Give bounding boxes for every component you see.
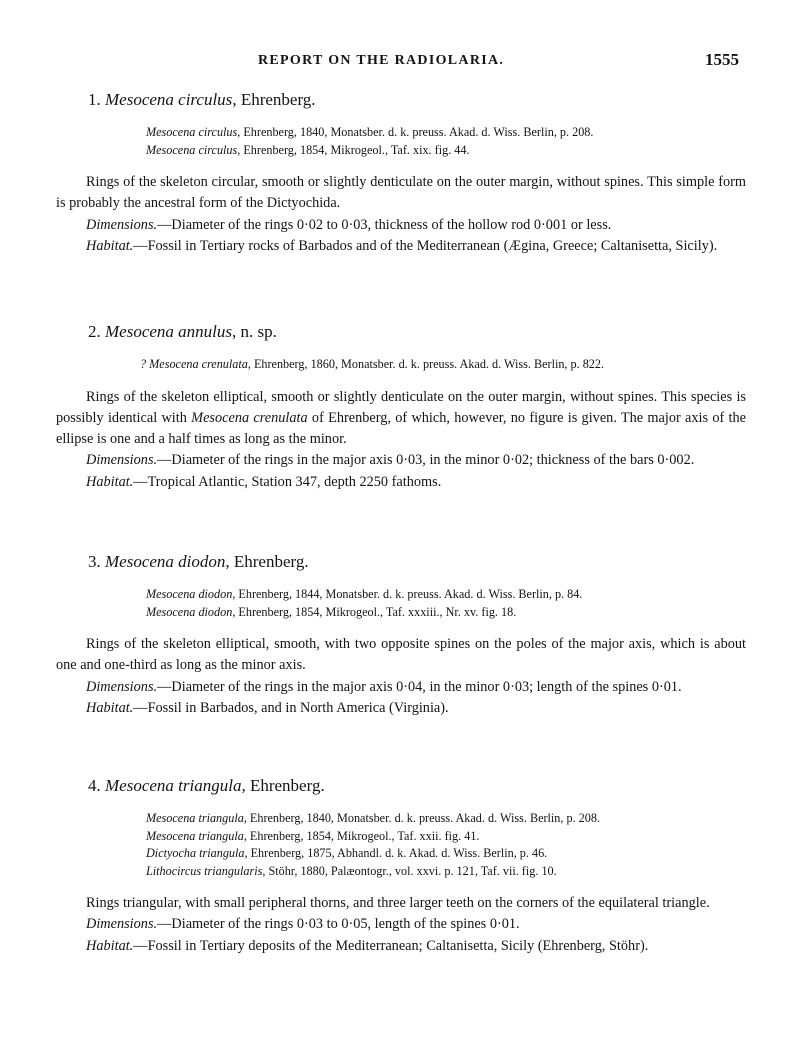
synonym-entry <box>56 586 746 604</box>
synonym-name: Mesocena circulus <box>146 125 238 139</box>
description-text: of Ehrenberg, of which, however, no figure is given. The major axis of the ellipse is one and a half times as long as the minor. <box>56 409 747 448</box>
dimensions-label: Dimensions. <box>86 216 158 233</box>
habitat-paragraph <box>56 936 746 957</box>
species-entry-2 <box>56 321 746 493</box>
species-heading <box>56 89 746 111</box>
species-heading <box>56 321 746 343</box>
dimensions-label: Dimensions. <box>86 452 158 469</box>
synonym-reference: , Ehrenberg, 1854, Mikrogeol., Taf. xix. fig. 44. <box>237 142 470 157</box>
synonym-reference: , Ehrenberg, 1854, Mikrogeol., Taf. xxxiii., Nr. xv. fig. 18. <box>232 604 517 619</box>
synonym-list <box>56 356 746 374</box>
synonym-entry <box>56 863 746 881</box>
habitat-label: Habitat. <box>86 937 134 954</box>
description-paragraph: Rings of the skeleton elliptical, smooth, with two opposite spines on the poles of the major axis, which is about one and one-third as long as the minor axis. <box>56 636 746 674</box>
dimensions-text: —Diameter of the rings in the major axis 0·03, in the minor 0·02; thickness of the bars 0·002. <box>157 452 695 469</box>
dimensions-text: —Diameter of the rings in the major axis 0·04, in the minor 0·03; length of the spines 0·01. <box>157 678 682 695</box>
habitat-label: Habitat. <box>86 473 134 490</box>
synonym-entry <box>56 828 746 846</box>
species-entry-3 <box>56 551 746 719</box>
description-paragraph <box>56 387 746 451</box>
species-number: 3. <box>88 552 101 571</box>
species-authority: , Ehrenberg. <box>241 776 325 795</box>
synonym-reference: , Ehrenberg, 1844, Monatsber. d. k. preuss. Akad. d. Wiss. Berlin, p. 84. <box>232 587 583 601</box>
description-text: Rings of the skeleton elliptical, smooth or slightly denticulate on the outer margin, without spines. This species is possibly identical with <box>56 388 746 426</box>
running-header <box>0 45 800 75</box>
dimensions-text: —Diameter of the rings 0·02 to 0·03, thickness of the hollow rod 0·001 or less. <box>157 216 612 233</box>
synonym-list <box>56 586 746 621</box>
synonym-reference: , Ehrenberg, 1875, Abhandl. d. k. Akad. d. Wiss. Berlin, p. 46. <box>244 846 548 860</box>
synonym-reference: , Ehrenberg, 1860, Monatsber. d. k. preuss. Akad. d. Wiss. Berlin, p. 822. <box>247 357 605 371</box>
synonym-entry <box>56 604 746 622</box>
synonym-list <box>56 810 746 880</box>
species-heading <box>56 551 746 573</box>
habitat-text: —Fossil in Tertiary rocks of Barbados and of the Mediterranean (Ægina, Greece; Caltanisetta, Sicily). <box>133 237 718 254</box>
species-heading <box>56 775 746 797</box>
synonym-entry <box>56 124 746 142</box>
description-paragraph: Rings triangular, with small peripheral thorns, and three larger teeth on the corners of the equilateral triangle. <box>86 895 710 911</box>
description-taxon: Mesocena crenulata <box>191 409 308 426</box>
habitat-paragraph <box>56 698 746 719</box>
species-name: Mesocena diodon <box>105 552 226 571</box>
synonym-entry <box>56 845 746 863</box>
habitat-paragraph <box>56 236 746 257</box>
dimensions-paragraph <box>56 677 746 698</box>
species-description <box>56 387 746 493</box>
habitat-label: Habitat. <box>86 699 134 716</box>
habitat-label: Habitat. <box>86 237 134 254</box>
dimensions-label: Dimensions. <box>86 916 158 933</box>
species-description <box>56 634 746 719</box>
species-entry-4 <box>56 775 746 957</box>
habitat-text: —Tropical Atlantic, Station 347, depth 2250 fathoms. <box>133 473 442 490</box>
species-name: Mesocena circulus <box>105 90 233 109</box>
dimensions-paragraph <box>56 914 746 935</box>
page-number: 1555 <box>705 50 739 69</box>
species-authority: , n. sp. <box>232 322 277 341</box>
synonym-name: Mesocena diodon <box>146 587 233 601</box>
dimensions-paragraph <box>56 450 746 471</box>
species-number: 4. <box>88 776 101 795</box>
synonym-reference: , Stöhr, 1880, Palæontogr., vol. xxvi. p. 121, Taf. vii. fig. 10. <box>262 863 557 878</box>
species-authority: , Ehrenberg. <box>232 90 316 109</box>
synonym-entry <box>56 356 746 374</box>
running-title: REPORT ON THE RADIOLARIA. <box>258 53 505 68</box>
dimensions-paragraph <box>56 215 746 236</box>
species-description <box>56 893 746 957</box>
habitat-text: —Fossil in Barbados, and in North America (Virginia). <box>133 699 449 716</box>
synonym-name: Mesocena diodon <box>146 604 233 619</box>
synonym-name: Mesocena triangula <box>146 828 244 843</box>
habitat-text: —Fossil in Tertiary deposits of the Mediterranean; Caltanisetta, Sicily (Ehrenberg, Stöhr). <box>133 937 649 954</box>
habitat-paragraph <box>56 472 746 493</box>
dimensions-text: —Diameter of the rings 0·03 to 0·05, length of the spines 0·01. <box>157 916 520 933</box>
synonym-entry <box>56 142 746 160</box>
species-authority: , Ehrenberg. <box>225 552 309 571</box>
synonym-name: Dictyocha triangula <box>146 846 245 860</box>
synonym-entry <box>56 810 746 828</box>
species-entry-1 <box>56 89 746 257</box>
synonym-list <box>56 124 746 159</box>
species-number: 2. <box>88 322 101 341</box>
species-number: 1. <box>88 90 101 109</box>
species-description <box>56 172 746 257</box>
synonym-reference: , Ehrenberg, 1840, Monatsber. d. k. preuss. Akad. d. Wiss. Berlin, p. 208. <box>243 811 601 825</box>
description-paragraph: Rings of the skeleton circular, smooth or slightly denticulate on the outer margin, without spines. This simple form is probably the ancestral form of the Dictyochida. <box>56 174 746 212</box>
synonym-name: ? Mesocena crenulata <box>140 357 248 371</box>
synonym-name: Mesocena circulus <box>146 142 238 157</box>
species-name: Mesocena triangula <box>105 776 242 795</box>
synonym-name: Mesocena triangula <box>146 811 244 825</box>
species-name: Mesocena annulus <box>105 322 233 341</box>
synonym-reference: , Ehrenberg, 1840, Monatsber. d. k. preuss. Akad. d. Wiss. Berlin, p. 208. <box>237 125 594 139</box>
synonym-name: Lithocircus triangularis <box>146 863 263 878</box>
dimensions-label: Dimensions. <box>86 678 158 695</box>
synonym-reference: , Ehrenberg, 1854, Mikrogeol., Taf. xxii. fig. 41. <box>243 828 480 843</box>
